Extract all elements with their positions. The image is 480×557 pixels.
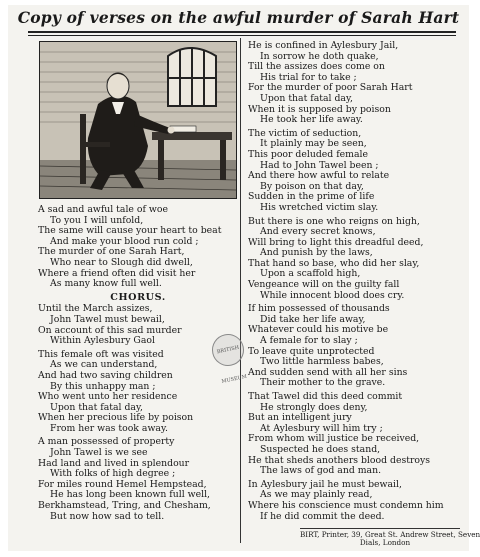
verse-line: Who went unto her residence [38, 391, 178, 403]
verse-line: Two little harmless babes, [260, 356, 384, 368]
verse-line: Berkhamstead, Tring, and Chesham, [38, 500, 211, 512]
verse-line: Had land and lived in splendour [38, 457, 190, 469]
verse-line: A female for to slay ; [260, 335, 358, 347]
verse-line: But there is one who reigns on high, [248, 215, 420, 227]
verse-line: He is confined in Aylesbury Jail, [248, 40, 399, 51]
verse-line: He that sheds anothers blood destroys [248, 454, 431, 466]
verse-line: He has long been known full well, [50, 489, 210, 501]
imprint-rule [300, 528, 460, 529]
imprint-line: BIRT, Printer, 39, Great St. Andrew Street, Seven [300, 530, 480, 539]
verse-line: At Aylesbury will him try ; [260, 422, 383, 434]
verse-line: A man possessed of property [38, 436, 175, 448]
verse-line: On account of this sad murder [38, 324, 182, 336]
verse-line: And had two saving children [38, 369, 173, 381]
verse-line: And sudden send with all her sins [248, 366, 408, 378]
verse-line: Where his conscience must condemn him [248, 499, 444, 511]
verse-line: This female oft was visited [38, 348, 164, 360]
verse-line: Had to John Tawel been ; [260, 159, 379, 171]
verse-stanza [248, 217, 463, 302]
verse-line: For the murder of poor Sarah Hart [248, 82, 413, 94]
verse-line: To you I will unfold, [50, 214, 144, 226]
verse-stanza [248, 304, 463, 389]
title-rule-top [28, 31, 456, 33]
verse-line: John Tawel is we see [50, 447, 148, 459]
verse-line: And make your blood run cold ; [50, 235, 199, 247]
verse-line: As we may plainly read, [260, 489, 373, 501]
verse-stanza [38, 350, 238, 435]
verse-line: This poor deluded female [248, 148, 368, 160]
verse-line: Upon that fatal day, [260, 92, 353, 104]
verse-line: Till the assizes does come on [248, 61, 385, 73]
verse-line: From her was took away. [50, 422, 168, 434]
verse-line: His trial for to take ; [260, 71, 357, 83]
verse-stanza [248, 392, 463, 477]
verse-stanza [38, 437, 238, 522]
verse-line: John Tawel must bewail, [50, 313, 165, 325]
verse-line: When her precious life by poison [38, 412, 194, 424]
verse-line: And every secret knows, [260, 226, 376, 238]
verse-line: Whatever could his motive be [248, 324, 389, 336]
verse-line: The laws of god and man. [260, 465, 382, 477]
verse-line: A sad and awful tale of woe [38, 204, 168, 215]
verse-line: Will bring to light this dreadful deed, [248, 236, 424, 248]
library-stamp-text: BRITISH MUSEUM [216, 344, 248, 385]
woodcut-illustration [39, 41, 237, 199]
verse-line: But now how sad to tell. [50, 510, 165, 522]
seated-prisoner-woodcut-icon [40, 42, 236, 198]
printer-imprint [300, 530, 480, 548]
imprint-line: Dials, London [359, 538, 411, 548]
verse-line: Within Aylesbury Gaol [50, 335, 155, 347]
verse-line: It plainly may be seen, [260, 138, 367, 150]
verse-line: And there how awful to relate [248, 170, 390, 182]
verse-line: Their mother to the grave. [260, 377, 386, 389]
verse-line: By this unhappy man ; [50, 380, 156, 392]
verse-line: And punish by the laws, [260, 247, 373, 259]
verse-line: The murder of one Sarah Hart, [38, 246, 185, 258]
verses-left-column [38, 205, 238, 525]
verse-line: As we can understand, [50, 359, 158, 371]
verse-line: When it is supposed by poison [248, 103, 391, 115]
title-rule-bottom [28, 35, 456, 36]
verse-line: To leave quite unprotected [248, 345, 375, 357]
verse-line: He strongly does deny, [260, 401, 368, 413]
verse-line: Vengeance will on the guilty fall [248, 279, 400, 291]
verse-line: If him possessed of thousands [248, 303, 390, 315]
verse-stanza [38, 293, 238, 347]
verse-line: In Aylesbury jail he must bewail, [248, 478, 402, 490]
verse-line: By poison on that day, [260, 180, 364, 192]
verse-line: Did take her life away, [260, 313, 366, 325]
verse-stanza [248, 129, 463, 214]
column-divider [240, 38, 241, 543]
verse-line: That Tawel did this deed commit [248, 391, 403, 402]
verse-line: Suspected he does stand, [260, 443, 381, 455]
verse-stanza [248, 480, 463, 522]
verse-line: That hand so base, who did her slay, [248, 257, 420, 269]
verse-line: For miles round Hemel Hempstead, [38, 478, 207, 490]
verse-line: The same will cause your heart to beat [38, 225, 222, 237]
verse-line: As many know full well. [50, 278, 162, 290]
verse-line: Upon that fatal day, [50, 401, 143, 413]
verse-line: Upon a scaffold high, [260, 268, 361, 280]
verse-stanza [248, 41, 463, 126]
verse-line: The victim of seduction, [248, 127, 362, 139]
verse-line: His wretched victim slay. [260, 201, 379, 213]
verse-line: Who near to Slough did dwell, [50, 256, 193, 268]
broadside-sheet [8, 5, 480, 551]
verse-line: From whom will justice be received, [248, 433, 420, 445]
verse-stanza [38, 205, 238, 290]
chorus-heading: CHORUS. [110, 291, 166, 303]
verse-line: But an intelligent jury [248, 412, 352, 424]
verse-line: Where a friend often did visit her [38, 267, 196, 279]
verse-line: With folks of high degree ; [50, 468, 176, 480]
verse-line: Until the March assizes, [38, 303, 153, 315]
verse-line: Sudden in the prime of life [248, 191, 375, 203]
verse-line: While innocent blood does cry. [260, 289, 405, 301]
page-title: Copy of verses on the awful murder of Sarah Hart [17, 8, 460, 27]
verse-line: If he did commit the deed. [260, 510, 385, 522]
verse-line: In sorrow he doth quake, [260, 50, 379, 62]
verses-right-column [248, 41, 463, 525]
verse-line: He took her life away. [260, 114, 363, 126]
